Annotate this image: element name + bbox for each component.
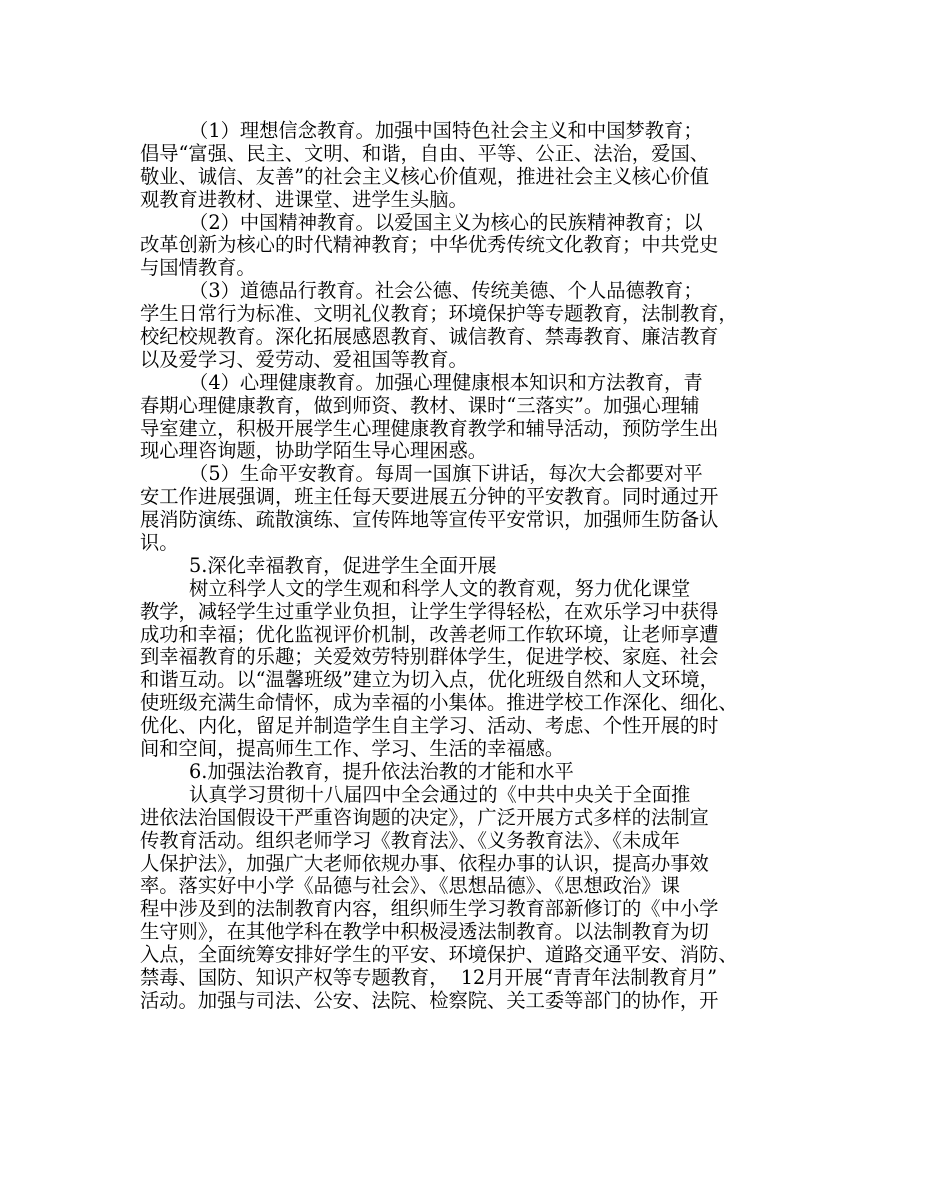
text-line: 敬业、诚信、友善”的社会主义核心价值观，推进社会主义核心价值 <box>140 164 710 188</box>
text-line: 以及爱学习、爱劳动、爱祖国等教育。 <box>140 347 468 371</box>
text-line: 展消防演练、疏散演练、宣传阵地等宣传平安常识，加强师生防备认 <box>140 508 719 532</box>
text-line: 改革创新为核心的时代精神教育；中华优秀传统文化教育；中共党史 <box>140 233 719 257</box>
text-line: 导室建立，积极开展学生心理健康教育教学和辅导活动，预防学生出 <box>140 416 719 440</box>
text-line: （3）道德品行教育。社会公德、传统美德、个人品德教育； <box>140 279 703 303</box>
text-line: 观教育进教材、进课堂、进学生头脑。 <box>140 187 468 211</box>
text-line: （4）心理健康教育。加强心理健康根本知识和方法教育，青 <box>140 370 703 394</box>
body-text <box>140 120 820 1013</box>
text-line: 传教育活动。组织老师学习《教育法》、《义务教育法》、《未成年 <box>140 828 680 852</box>
text-line: 活动。加强与司法、公安、法院、检察院、关工委等部门的协作，开 <box>140 988 719 1012</box>
text-line: 人保护法》，加强广大老师依规办事、依程办事的认识，提高办事效 <box>140 851 709 875</box>
text-line: 率。落实好中小学《品德与社会》、《思想品德》、《思想政治》课 <box>140 874 680 898</box>
text-line: 倡导“富强、民主、文明、和谐，自由、平等、公正、法治，爱国、 <box>140 141 710 165</box>
text-line: 5.深化幸福教育，促进学生全面开展 <box>140 553 497 577</box>
text-line: 树立科学人文的学生观和科学人文的教育观，努力优化课堂 <box>140 576 691 600</box>
text-line: 与国情教育。 <box>140 256 256 280</box>
text-line: 6.加强法治教育，提升依法治教的才能和水平 <box>140 759 574 783</box>
text-line: （2）中国精神教育。以爱国主义为核心的民族精神教育；以 <box>140 210 703 234</box>
text-line: 春期心理健康教育，做到师资、教材、课时“三落实”。加强心理辅 <box>140 393 700 417</box>
text-line: 现心理咨询题，协助学陌生导心理困惑。 <box>140 439 488 463</box>
text-line: 进依法治国假设干严重咨询题的决定》，广泛开展方式多样的法制宣 <box>140 805 709 829</box>
text-line: 到幸福教育的乐趣；关爱效劳特别群体学生，促进学校、家庭、社会 <box>140 645 719 669</box>
text-line: 校纪校规教育。深化拓展感恩教育、诚信教育、禁毒教育、廉洁教育 <box>140 325 719 349</box>
text-line: 使班级充满生命情怀，成为幸福的小集体。推进学校工作深化、细化、 <box>140 691 738 715</box>
text-line: 学生日常行为标准、文明礼仪教育；环境保护等专题教育，法制教育， <box>140 302 738 326</box>
text-line: （5）生命平安教育。每周一国旗下讲话，每次大会都要对平 <box>140 462 703 486</box>
text-line: 和谐互动。以“温馨班级”建立为切入点，优化班级自然和人文环境， <box>140 668 719 692</box>
text-line: 安工作进展强调，班主任每天要进展五分钟的平安教育。同时通过开 <box>140 485 719 509</box>
text-line: 教学，减轻学生过重学业负担，让学生学得轻松，在欢乐学习中获得 <box>140 599 719 623</box>
text-line: 识。 <box>140 531 179 555</box>
text-line: 程中涉及到的法制教育内容，组织师生学习教育部新修订的《中小学 <box>140 897 719 921</box>
text-line: 禁毒、国防、知识产权等专题教育， 12月开展“青青年法制教育月” <box>140 965 718 989</box>
text-line: 入点，全面统筹安排好学生的平安、环境保护、道路交通平安、消防、 <box>140 943 738 967</box>
text-line: 生守则》，在其他学科在教学中积极浸透法制教育。以法制教育为切 <box>140 920 709 944</box>
text-line: （1）理想信念教育。加强中国特色社会主义和中国梦教育； <box>140 119 703 142</box>
text-line: 认真学习贯彻十八届四中全会通过的《中共中央关于全面推 <box>140 782 691 806</box>
text-line: 优化、内化，留足并制造学生自主学习、活动、考虑、个性开展的时 <box>140 714 719 738</box>
text-line: 成功和幸福；优化监视评价机制，改善老师工作软环境，让老师享遭 <box>140 622 719 646</box>
text-line: 间和空间，提高师生工作、学习、生活的幸福感。 <box>140 737 565 761</box>
